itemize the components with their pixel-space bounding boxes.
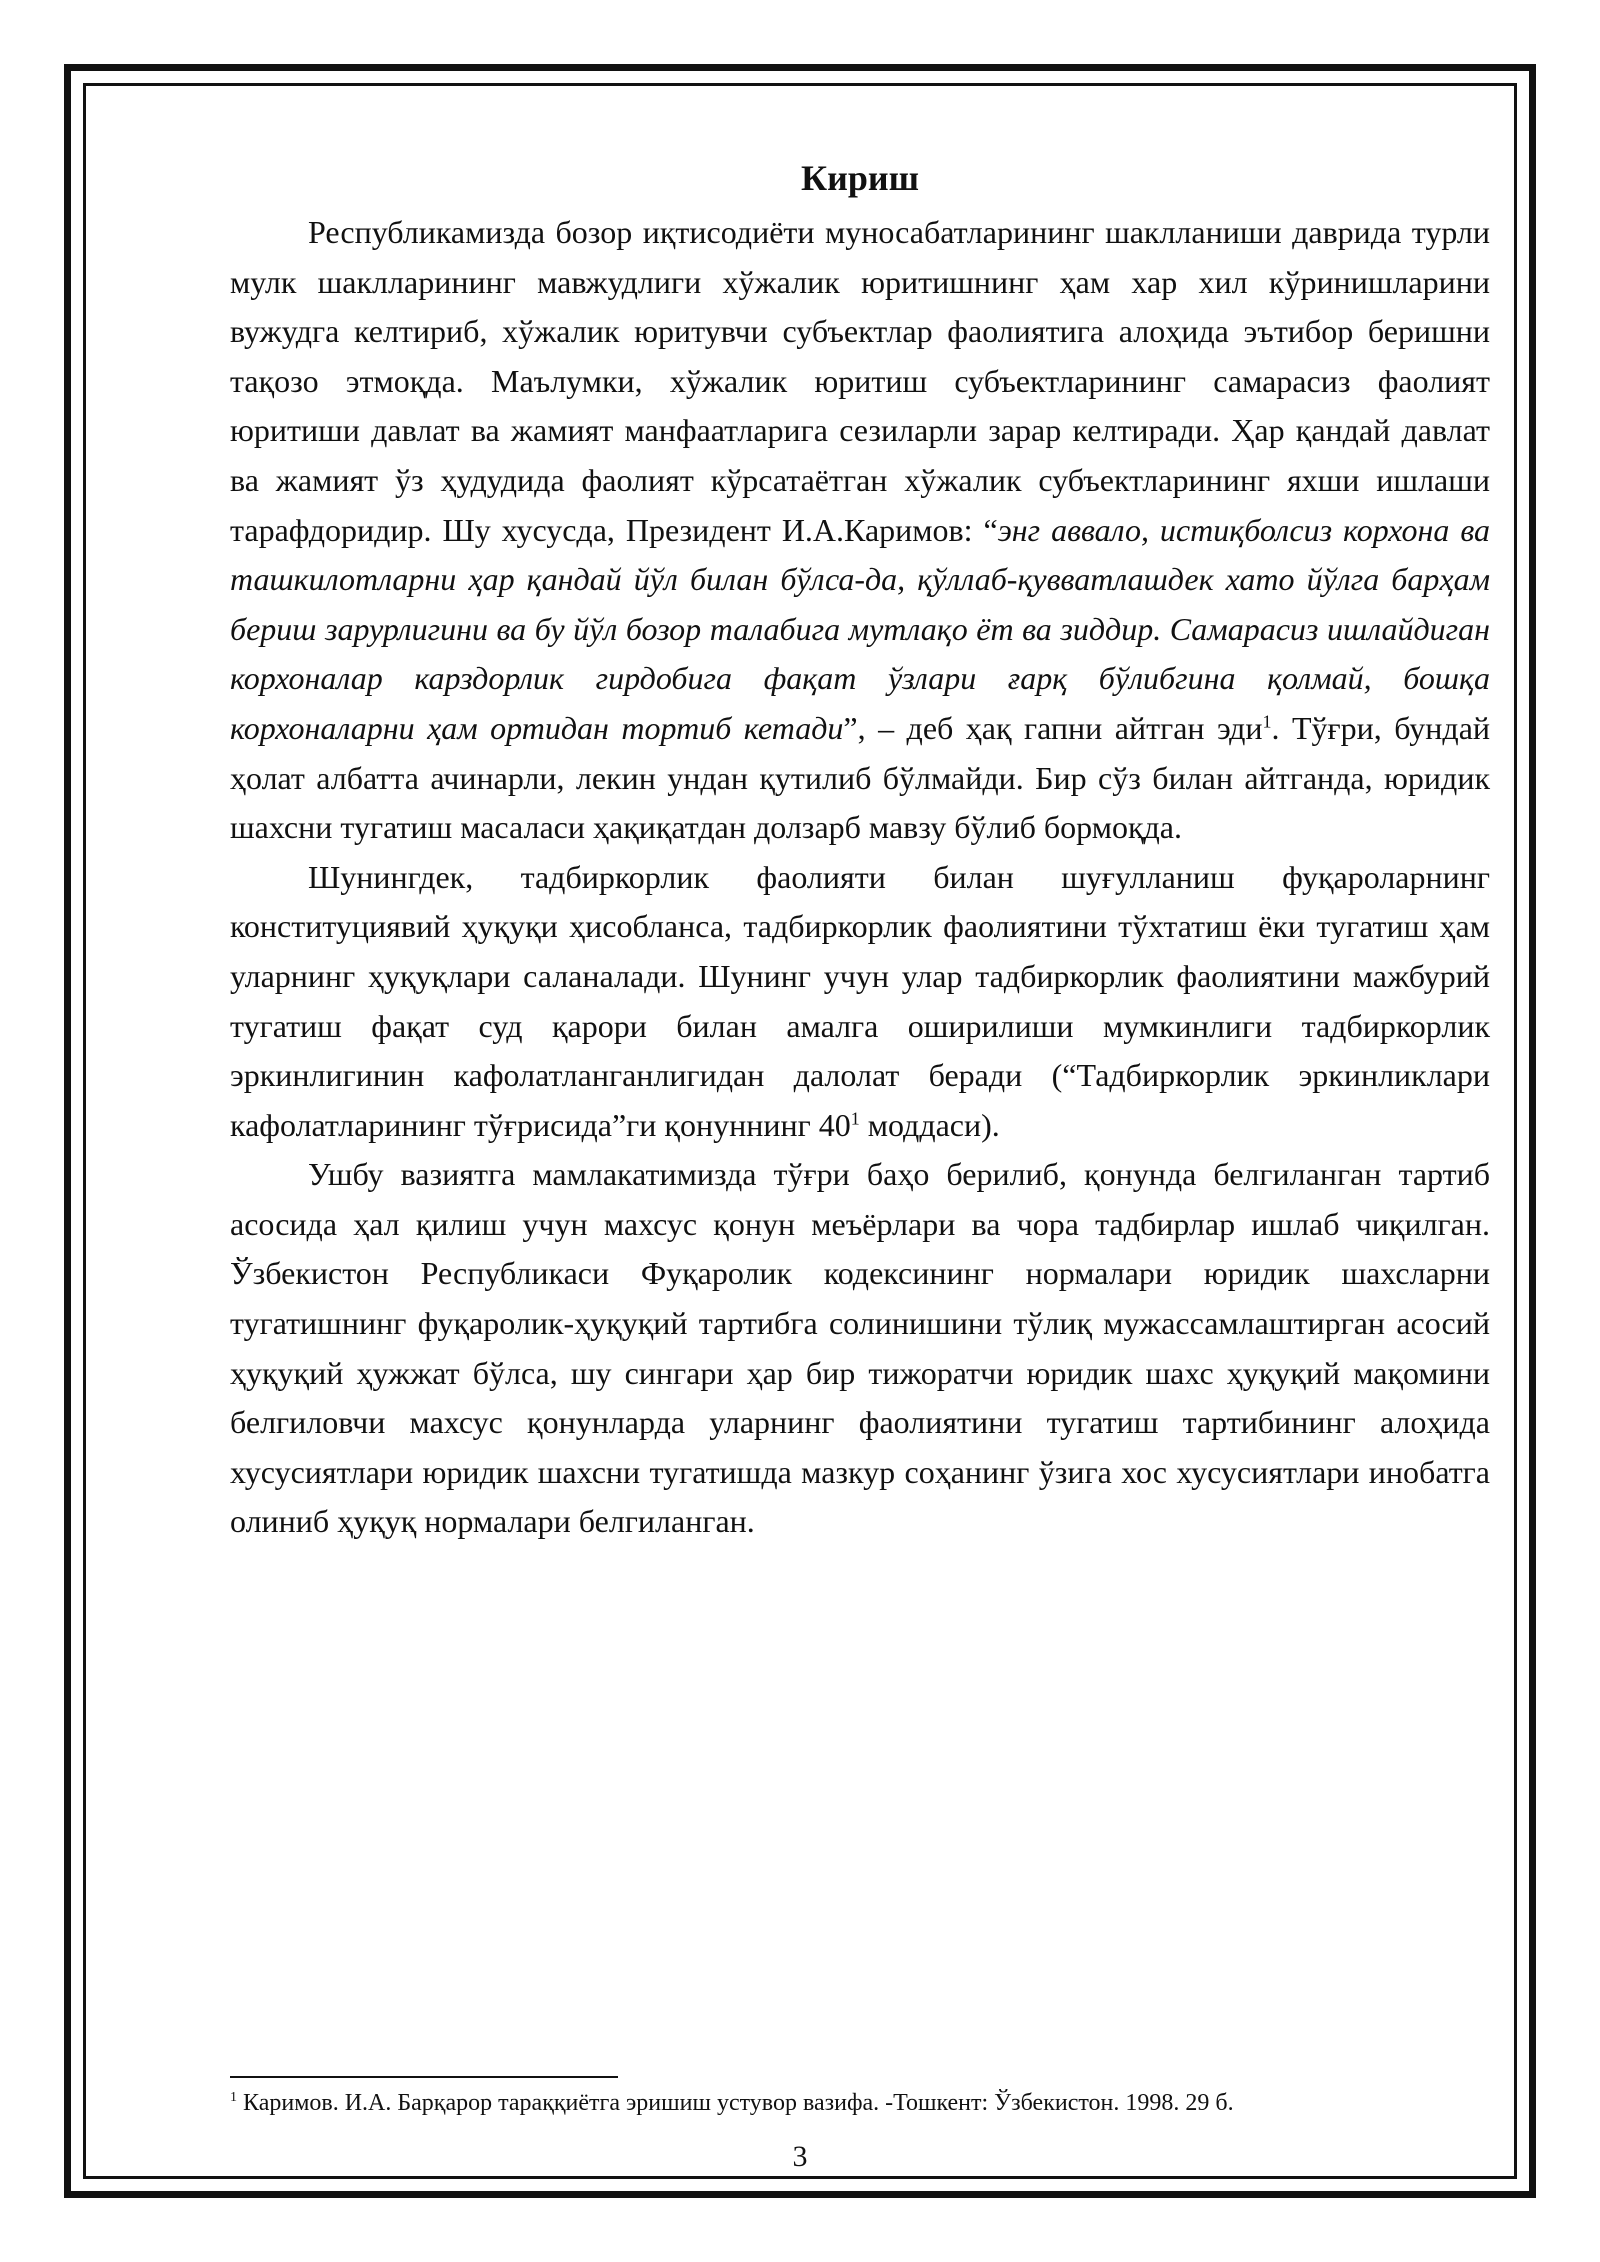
paragraph-3: Ушбу вазиятга мамлакатимизда тўғри баҳо берилиб, қонунда белгиланган тартиб асосида ҳал қилиш учун махсус қонун меъёрлари ва чора тадбирлар ишлаб чиқилган. Ўзбекистон Республикаси Фуқаролик кодексининг нормалари юридик шахсларни тугатишнинг фуқаролик-ҳуқуқий тартибга солинишини тўлиқ мужассамлаштирган асосий ҳуқуқий ҳужжат бўлса, шу сингари ҳар бир тижоратчи юридик шахс ҳуқуқий мақомини белгиловчи махсус қонунларда уларнинг фаолиятини тугатиш тартибининг алоҳида хусусиятлари юридик шахсни тугатишда мазкур соҳанинг ўзига хос хусусиятлари инобатга олиниб ҳуқуқ нормалари белгиланган. (230, 1156, 1490, 1540)
paragraph-2 (230, 853, 1490, 1151)
paragraph-2-text: Шунингдек, тадбиркорлик фаолияти билан шуғулланиш фуқароларнинг конституциявий ҳуқуқи ҳисобланса, тадбиркорлик фаолиятини тўхтатиш ёки тугатиш ҳам уларнинг ҳуқуқлари саланалади. Шунинг учун улар тадбиркорлик фаолиятини мажбурий тугатиш фақат суд қарори билан амалга оширилиши мумкинлиги тадбиркорлик эркинлигинин кафолатланганлигидан далолат беради (“Тадбиркорлик эркинликлари кафолатларининг тўғрисида”ги қонуннинг 40 (230, 858, 1490, 1143)
paragraph-1-attribution: ”, – деб ҳақ гапни айтган эди (843, 709, 1263, 746)
paragraph-2-end: моддаси). (859, 1106, 1000, 1143)
footnote-mark: 1 (230, 2090, 237, 2105)
president-quote: энг аввало, истиқболсиз корхона ва ташкилотларни ҳар қандай йўл билан бўлса-да, қўллаб-қувватлашдек хато йўлга барҳам бериш зарурлигини ва бу йўл бозор талабига мутлақо ёт ва зиддир. Самарасиз ишлайдиган корхоналар карздорлик гирдобига фақат ўзлари ғарқ бўлибгина қолмай, бошқа корхоналарни ҳам ортидан тортиб кетади (230, 511, 1491, 746)
footnote-separator (230, 2076, 618, 2078)
section-title: Кириш (800, 158, 919, 198)
page-number: 3 (792, 2140, 808, 2173)
paragraph-1-text: Республикамизда бозор иқтисодиёти муносабатларининг шаклланиши даврида турли мулк шаклларининг мавжудлиги хўжалик юритишнинг ҳам хар хил кўринишларини вужудга келтириб, хўжалик юритувчи субъектлар фаолиятига алоҳида эътибор беришни тақозо этмоқда. Маълумки, хўжалик юритиш субъектларининг самарасиз фаолият юритиши давлат ва жамият манфаатларига сезиларли зарар келтиради. Ҳар қандай давлат ва жамият ўз ҳудудида фаолият кўрсатаётган хўжалик субъектларининг яхши ишлаши тарафдоридир. Шу хусусда, Президент И.А.Каримов: “ (230, 214, 1490, 548)
footnote (230, 2088, 1490, 2118)
footnote-reference: 1 (1262, 711, 1272, 732)
paragraph-1 (230, 208, 1490, 853)
footnote-text: Каримов. И.А. Барқарор тараққиётга эришиш устувор вазифа. -Тошкент: Ўзбекистон. 1998. 29 б. (237, 2090, 1234, 2116)
document-body (230, 150, 1490, 1547)
article-superscript: 1 (850, 1108, 860, 1129)
paragraph-1-end: . Тўғри, бундай ҳолат албатта ачинарли, лекин ундан қутилиб бўлмайди. Бир сўз билан айтганда, юридик шахсни тугатиш масаласи ҳақиқатдан долзарб мавзу бўлиб бормоқда. (230, 709, 1491, 846)
